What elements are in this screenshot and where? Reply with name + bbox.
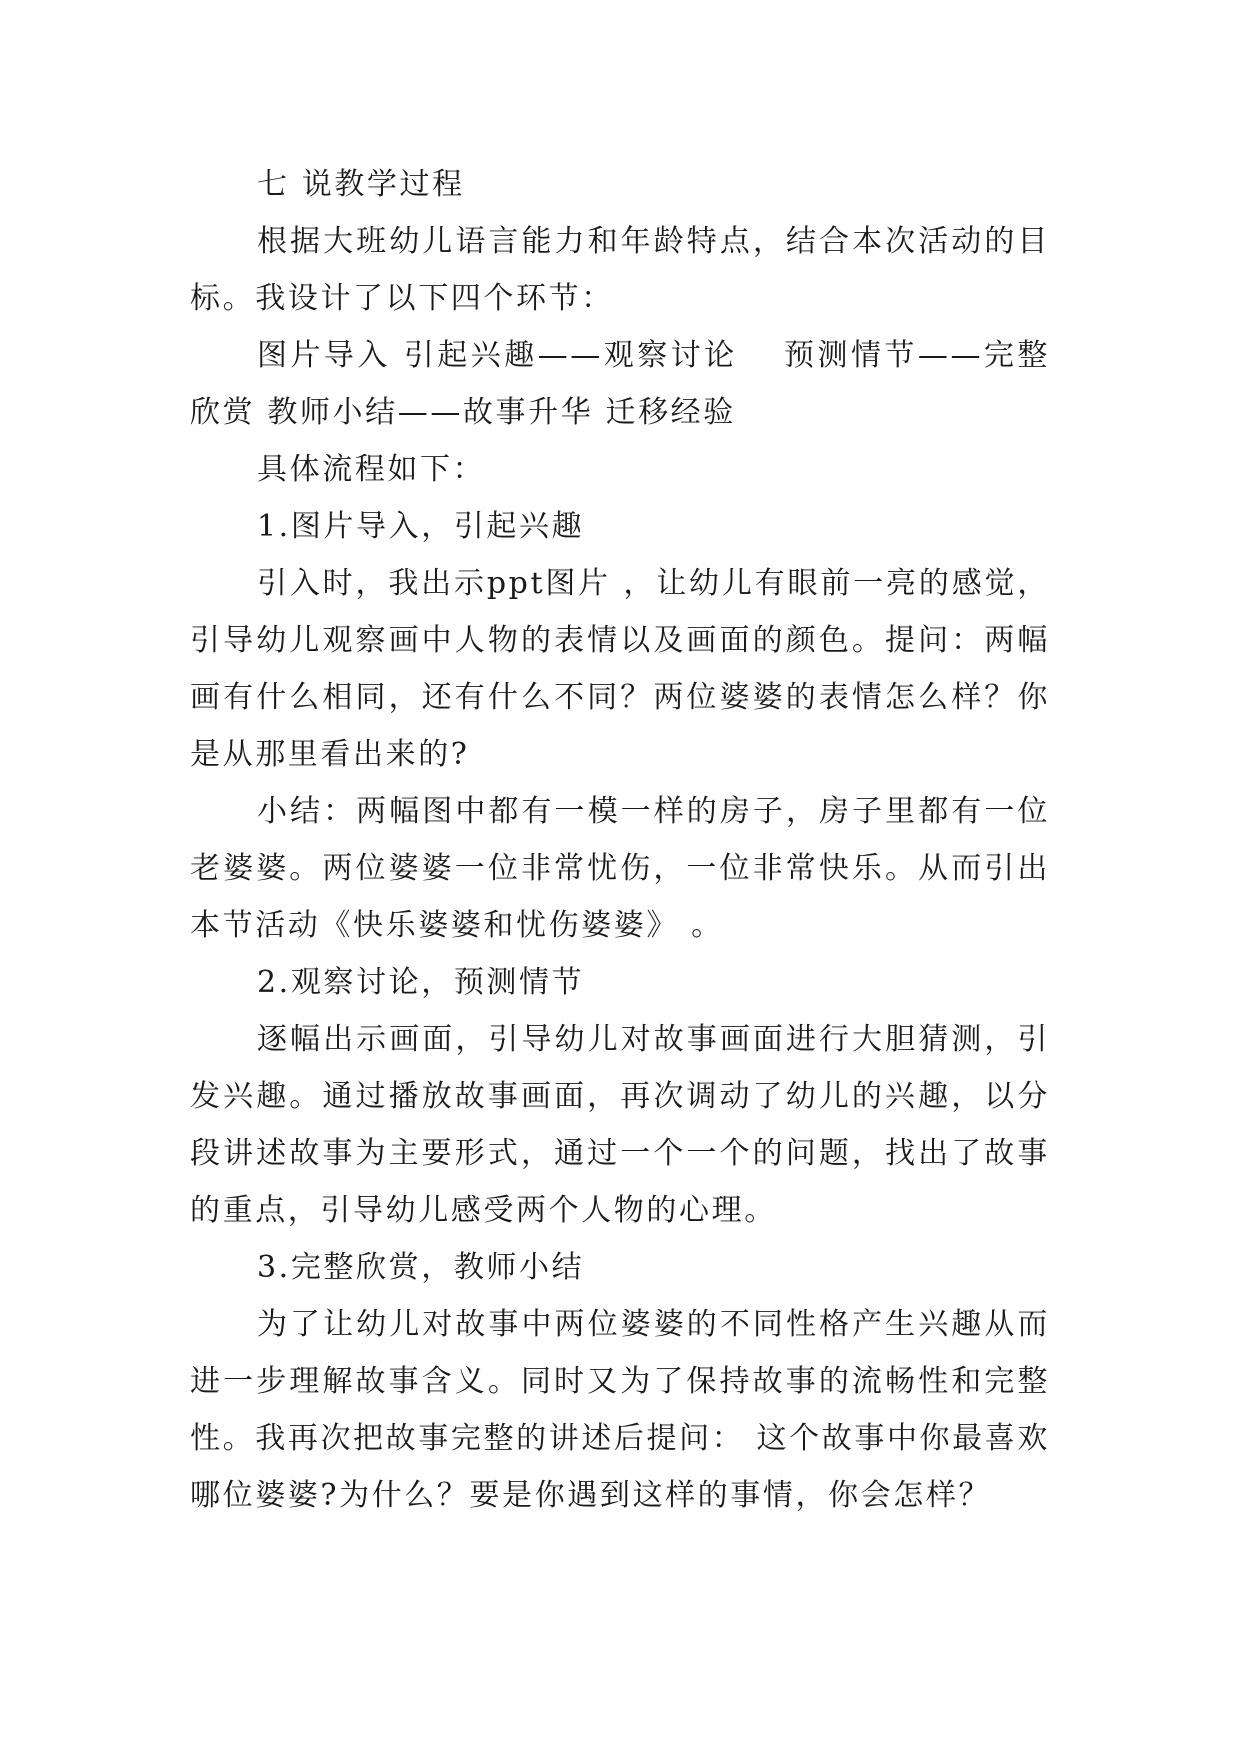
subheading-step-2: 2.观察讨论，预测情节 [257, 965, 585, 1000]
paragraph-step-1-body: 引入时，我出示ppt图片 ，让幼儿有眼前一亮的感觉，引导幼儿观察画中人物的表情以及画面的颜色。提问：两幅画有什么相同，还有什么不同？两位婆婆的表情怎么样？你是从那里看出来的? [190, 566, 1050, 772]
paragraph-flow-intro: 具体流程如下： [257, 452, 486, 487]
subheading-step-1: 1.图片导入，引起兴趣 [257, 509, 585, 544]
paragraph-step-2-body: 逐幅出示画面，引导幼儿对故事画面进行大胆猜测，引发兴趣。通过播放故事画面，再次调动了幼儿的兴趣，以分段讲述故事为主要形式，通过一个一个的问题，找出了故事的重点，引导幼儿感受两个人物的心理。 [190, 1022, 1050, 1228]
paragraph-intro: 根据大班幼儿语言能力和年龄特点，结合本次活动的目标。我设计了以下四个环节： [190, 224, 1050, 316]
paragraph-step-3-body: 为了让幼儿对故事中两位婆婆的不同性格产生兴趣从而进一步理解故事含义。同时又为了保持故事的流畅性和完整性。我再次把故事完整的讲述后提问： 这个故事中你最喜欢哪位婆婆?为什么？要是你遇到这样的事情，你会怎样？ [190, 1307, 1050, 1513]
subheading-step-3: 3.完整欣赏，教师小结 [257, 1250, 585, 1285]
paragraph-stages: 图片导入 引起兴趣——观察讨论 预测情节——完整欣赏 教师小结——故事升华 迁移经验 [190, 338, 1050, 430]
paragraph-step-1-summary: 小结：两幅图中都有一模一样的房子，房子里都有一位老婆婆。两位婆婆一位非常忧伤，一位非常快乐。从而引出本节活动《快乐婆婆和忧伤婆婆》 。 [190, 794, 1050, 943]
document-body [190, 156, 1050, 1524]
section-title: 七 说教学过程 [257, 167, 465, 202]
